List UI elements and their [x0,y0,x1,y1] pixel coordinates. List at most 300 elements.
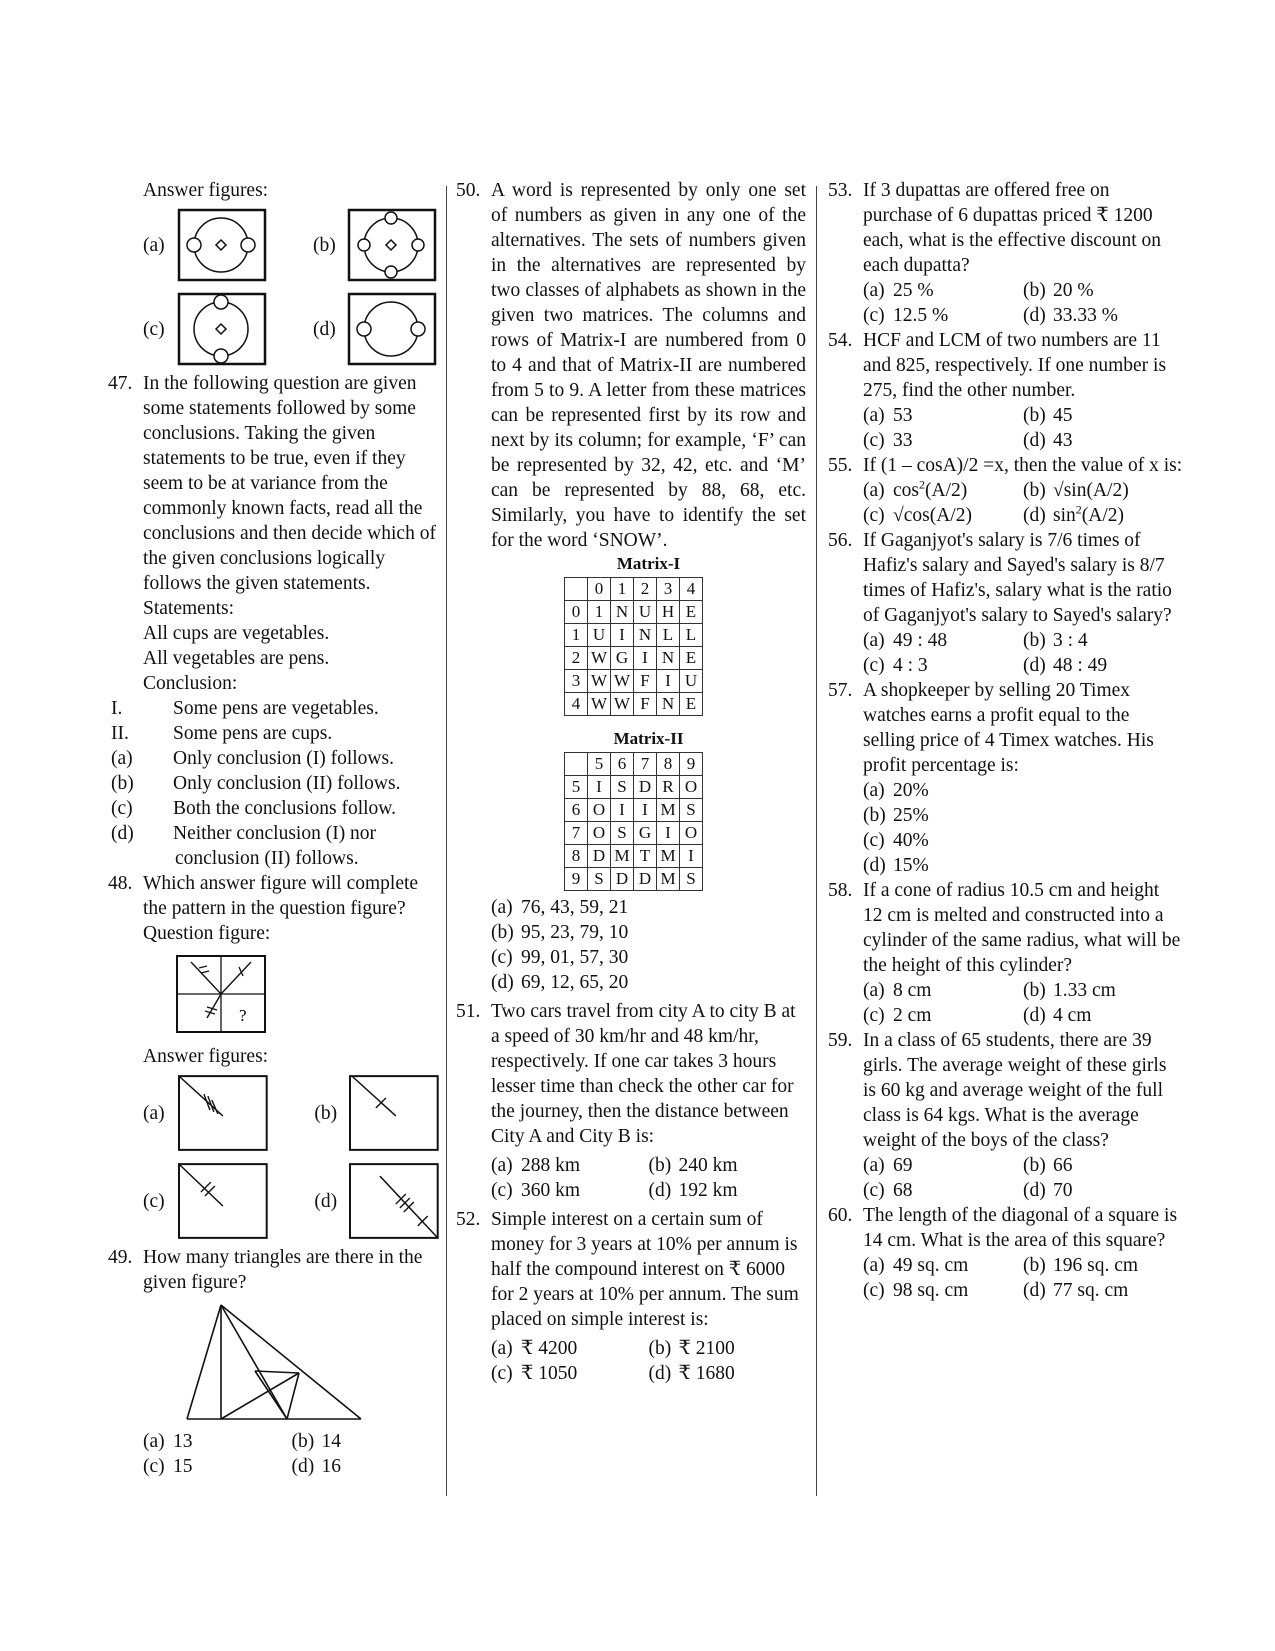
option-d[interactable] [1023,1003,1183,1028]
option-b[interactable] [649,1153,807,1178]
matrix-cell: 1 [588,601,611,624]
options-row [491,1153,806,1178]
option-b[interactable] [1023,403,1183,428]
option-label: (a) [143,234,165,256]
option-text: 16 [321,1456,341,1477]
option-text: cos [893,480,919,501]
options-row [863,1253,1183,1278]
matrix-cell: L [657,624,680,647]
option-text: 288 km [521,1155,581,1176]
matrix-cell: E [680,693,703,716]
options-row [863,403,1183,428]
option-label: (c) [111,798,133,819]
option-a[interactable] [863,778,1183,803]
matrix-cell: S [680,799,703,822]
matrix-row-header: 2 [565,647,588,670]
answer-figure-c [177,292,267,366]
option-label: (d) [1023,655,1046,676]
option-a[interactable] [863,478,1023,503]
question-number: 53. [828,180,853,201]
option-text: 33 [893,430,913,451]
options-row [863,628,1183,653]
option-text: 12.5 % [893,305,949,326]
option-label: (c) [863,830,885,851]
matrix-row [565,822,703,845]
matrix-cell: M [657,845,680,868]
option-a[interactable] [863,628,1023,653]
option-text: 66 [1053,1155,1073,1176]
question-text: A word is represented by only one set of numbers as given in any one of the alternatives. The sets of numbers given in the alternatives are represented by two classes of alphabets as shown in the given two matrices. The columns and rows of Matrix-I are numbered from 0 to 4 and that of Matrix-II are numbered from 5 to 9. A letter from these matrices can be represented first by its row and next by its column; for example, ‘F’ can be represented by 32, 42, etc. and ‘M’ can be represented by 88, 68, etc. Similarly, you have to identify the set for the word ‘SNOW’. [491,180,806,551]
option-label: (d) [313,318,336,340]
matrix-row [565,693,703,716]
option-d[interactable] [1023,503,1183,528]
option-a[interactable] [491,1336,649,1361]
matrix-2 [564,752,703,891]
matrix-row-header: 9 [565,868,588,891]
option-d[interactable] [292,1454,441,1479]
option-text: 49 : 48 [893,630,948,651]
option-c[interactable] [143,1454,292,1479]
matrix-row [565,799,703,822]
conclusion-number: II. [111,723,129,744]
question-figure-label: Question figure: [143,923,271,944]
question-text: In a class of 65 students, there are 39 girls. The average weight of these girls is 60 kg and average weight of the full class is 64 kgs. What is the average weight of the boys of the class? [863,1030,1167,1151]
question-57 [828,678,1183,878]
option-text: 43 [1053,430,1073,451]
matrix-cell: U [680,670,703,693]
statements-label: Statements: [143,598,234,619]
option-label: (b) [313,234,336,256]
option-text: 70 [1053,1180,1073,1201]
option-label: (a) [863,1255,885,1276]
question-text: The length of the diagonal of a square is 14 cm. What is the area of this square? [863,1205,1178,1251]
options-row [863,653,1183,678]
matrix-cell: I [611,799,634,822]
options-row [863,1278,1183,1303]
question-number: 56. [828,530,853,551]
question-number: 50. [456,180,481,201]
option-label: (d) [1023,430,1046,451]
option-label: (d) [1023,1005,1046,1026]
column-1 [108,178,440,1479]
option-a[interactable] [863,1153,1023,1178]
option-label: (b) [1023,480,1046,501]
option-text: 76, 43, 59, 21 [521,897,629,918]
option-label: (a) [491,897,513,918]
question-number: 48. [108,873,133,894]
question-46-answers [108,178,440,371]
matrix-row [565,845,703,868]
option-label: (a) [491,1155,513,1176]
option-d[interactable] [1023,1278,1183,1303]
matrix-cell: G [611,647,634,670]
option-c[interactable] [491,1361,649,1386]
option-text: 40% [893,830,929,851]
option-c[interactable] [111,796,440,821]
option-text: Neither conclusion (I) nor conclusion (II) follows. [173,823,377,869]
question-59 [828,1028,1183,1203]
option-text: 25 % [893,280,934,301]
options-row [863,1178,1183,1203]
options-row [491,1336,806,1361]
matrix-cell: R [657,776,680,799]
option-d[interactable] [649,1178,807,1203]
question-47 [108,371,440,871]
options-row [863,1153,1183,1178]
option-label: (b) [648,1338,672,1359]
options-row [863,428,1183,453]
matrix-row-header: 5 [565,776,588,799]
matrix-col-header: 7 [634,753,657,776]
option-d[interactable] [649,1361,807,1386]
option-label: (a) [491,1338,513,1359]
option-c[interactable] [863,1003,1023,1028]
question-number: 52. [456,1209,481,1230]
option-text: Only conclusion (I) follows. [173,748,394,769]
option-label: (a) [863,630,885,651]
statement: All cups are vegetables. [143,623,330,644]
option-b[interactable] [292,1429,441,1454]
matrix-col-header: 6 [611,753,634,776]
option-label: (a) [863,980,885,1001]
matrix-cell: I [680,845,703,868]
matrix-cell: S [611,822,634,845]
matrix-row-header: 7 [565,822,588,845]
option-text: 48 : 49 [1053,655,1108,676]
answer-figures-label: Answer figures: [143,1046,269,1067]
matrix-row-header: 0 [565,601,588,624]
matrix-cell: G [634,822,657,845]
conclusion-text: Some pens are cups. [173,723,333,744]
option-b[interactable] [1023,1253,1183,1278]
option-label: (c) [863,430,885,451]
options-row [143,1429,440,1454]
option-label: (c) [491,947,513,968]
matrix-cell: T [634,845,657,868]
option-text: sin [1053,505,1076,526]
option-c[interactable] [863,1178,1023,1203]
question-60 [828,1203,1183,1303]
matrix-cell: M [657,799,680,822]
matrix-col-header: 4 [680,578,703,601]
column-2 [456,178,806,1386]
matrix-corner [565,578,588,601]
option-label: (b) [111,773,134,794]
matrix-row [565,670,703,693]
question-52 [456,1207,806,1386]
option-label: (b) [1023,405,1046,426]
matrix-cell: W [611,670,634,693]
matrix-cell: N [634,624,657,647]
conclusion-text: Some pens are vegetables. [173,698,379,719]
option-label: (b) [314,1102,338,1124]
option-text: 53 [893,405,913,426]
option-a[interactable] [863,403,1023,428]
option-text: 3 : 4 [1053,630,1088,651]
option-label: (b) [291,1431,315,1452]
option-label: (c) [863,655,885,676]
matrix-cell: S [611,776,634,799]
matrix-row [565,868,703,891]
question-number: 58. [828,880,853,901]
option-label: (d) [1023,1280,1046,1301]
option-a[interactable] [491,1153,649,1178]
option-text: 69 [893,1155,913,1176]
matrix-header-row [565,578,703,601]
option-superscript: 2 [1075,502,1082,517]
option-label: (d) [1023,1180,1046,1201]
option-label: (b) [1023,1255,1046,1276]
option-text: 192 km [678,1180,738,1201]
option-b[interactable] [111,771,440,796]
matrix-cell: D [634,776,657,799]
figure-row [143,1157,440,1245]
option-superscript: 2 [919,477,925,492]
matrix-cell: O [588,822,611,845]
option-text: 14 [321,1431,341,1452]
matrix-cell: F [634,670,657,693]
matrix-cell: U [634,601,657,624]
options-row [863,1003,1183,1028]
conclusion-item [111,721,440,746]
matrix-row-header: 3 [565,670,588,693]
option-label: (c) [491,1363,513,1384]
question-text: A shopkeeper by selling 20 Timex watches earns a profit equal to the selling price of 4 Timex watches. His profit percentage is: [863,680,1154,776]
option-d[interactable] [863,853,1183,878]
question-48-answers [108,1069,440,1245]
option-text: ₹ 1680 [678,1363,735,1384]
matrix-cell: W [588,647,611,670]
matrix-cell: U [588,624,611,647]
option-d[interactable] [111,821,440,871]
option-label: (a) [111,748,133,769]
question-text: If (1 – cosA)/2 =x, then the value of x is: [863,455,1183,476]
column-divider-2 [816,186,817,1496]
question-text: If a cone of radius 10.5 cm and height 12 cm is melted and constructed into a cylinder of the same radius, what will be the height of this cylinder? [863,880,1181,976]
question-49 [108,1245,440,1479]
option-c[interactable] [863,303,1023,328]
option-c[interactable] [863,653,1023,678]
option-text: 68 [893,1180,913,1201]
option-d[interactable] [1023,1178,1183,1203]
question-56 [828,528,1183,678]
option-text: 196 sq. cm [1053,1255,1139,1276]
options-row [491,1178,806,1203]
option-a[interactable] [111,746,440,771]
option-text: 25% [893,805,929,826]
matrix-cell: I [588,776,611,799]
question-number: 57. [828,680,853,701]
option-label: (b) [863,805,886,826]
matrix-row-header: 6 [565,799,588,822]
matrix-cell: I [634,799,657,822]
question-text: HCF and LCM of two numbers are 11 and 825, respectively. If one number is 275, find the other number. [863,330,1167,401]
answer-figure-a [177,1074,269,1152]
matrix-row-header: 4 [565,693,588,716]
matrix-cell: O [680,776,703,799]
option-label: (d) [1023,305,1046,326]
option-c[interactable] [863,828,1183,853]
options-row [863,978,1183,1003]
question-mark: ? [239,1006,247,1025]
option-label: (c) [863,1005,885,1026]
option-b[interactable] [1023,478,1183,503]
matrix-col-header: 9 [680,753,703,776]
options-row [143,1454,440,1479]
option-b[interactable] [1023,628,1183,653]
option-a[interactable] [863,978,1023,1003]
option-label: (a) [863,780,885,801]
option-b[interactable] [491,920,806,945]
question-text: Simple interest on a certain sum of money for 3 years at 10% per annum is half the compound interest on ₹ 6000 for 2 years at 10% per annum. The sum placed on simple interest is: [491,1209,799,1330]
question-text: If Gaganjyot's salary is 7/6 times of Hafiz's salary and Sayed's salary is 8/7 times of Hafiz's, salary what is the ratio of Gaganjyot's salary to Sayed's salary? [863,530,1172,626]
option-a[interactable] [491,895,806,920]
matrix-cell: D [634,868,657,891]
matrix-cell: I [611,624,634,647]
matrix-cell: D [588,845,611,868]
options-row [863,303,1183,328]
option-d[interactable] [1023,303,1183,328]
option-label: (a) [863,1155,885,1176]
option-text: (A/2) [925,480,968,501]
option-c[interactable] [863,503,1023,528]
matrix-1 [564,577,703,716]
answer-figure-a [177,208,267,282]
option-label: (d) [314,1190,338,1212]
option-text: 15 [173,1456,193,1477]
matrix-header-row [565,753,703,776]
option-c[interactable] [491,945,806,970]
option-text: ₹ 2100 [678,1338,735,1359]
option-label: (c) [491,1180,513,1201]
option-d[interactable] [1023,653,1183,678]
matrix-col-header: 5 [588,753,611,776]
triangle-figure [143,1301,383,1425]
question-58 [828,878,1183,1028]
conclusion-label: Conclusion: [143,673,238,694]
answer-figure-c [177,1162,269,1240]
option-text: 77 sq. cm [1053,1280,1129,1301]
option-label: (b) [1023,280,1046,301]
option-text: 4 cm [1053,1005,1092,1026]
matrix-cell: D [611,868,634,891]
question-number: 59. [828,1030,853,1051]
matrix-cell: F [634,693,657,716]
option-b[interactable] [863,803,1183,828]
option-text: (A/2) [1081,505,1125,526]
option-text: 99, 01, 57, 30 [521,947,629,968]
option-text: 1.33 cm [1053,980,1116,1001]
matrix-cell: M [611,845,634,868]
option-b[interactable] [1023,1153,1183,1178]
option-text: 360 km [521,1180,581,1201]
option-text: 240 km [678,1155,738,1176]
matrix-cell: W [588,670,611,693]
matrix-cell: M [657,868,680,891]
options-row [863,278,1183,303]
matrix-cell: N [657,647,680,670]
option-text: 4 : 3 [893,655,928,676]
option-label: (c) [863,505,885,526]
option-label: (c) [863,1280,885,1301]
option-label: (d) [1023,505,1046,526]
option-c[interactable] [863,1278,1023,1303]
matrix-row-header: 8 [565,845,588,868]
question-number: 47. [108,373,133,394]
option-label: (a) [863,480,885,501]
matrix-cell: L [680,624,703,647]
option-label: (d) [111,823,134,844]
figure-row [143,203,440,287]
option-label: (b) [648,1155,672,1176]
matrix-col-header: 2 [634,578,657,601]
option-label: (b) [1023,630,1046,651]
option-d[interactable] [1023,428,1183,453]
option-c[interactable] [863,428,1023,453]
option-a[interactable] [143,1429,292,1454]
matrix-2-title: Matrix-II [613,729,684,748]
options-row [863,478,1183,503]
matrix-corner [565,753,588,776]
matrix-row [565,776,703,799]
question-number: 54. [828,330,853,351]
matrix-row [565,601,703,624]
matrix-cell: S [680,868,703,891]
question-51 [456,999,806,1203]
option-label: (a) [143,1431,165,1452]
option-label: (b) [1023,980,1046,1001]
option-b[interactable] [1023,278,1183,303]
option-text: 20 % [1053,280,1094,301]
question-text: In the following question are given some statements followed by some conclusions. Taking the given statements to be true, even if they seem to be at variance from the commonly known facts, read all the conclusions and then decide which of the given conclusions logically follows the given statements. [143,373,436,594]
option-b[interactable] [649,1336,807,1361]
option-a[interactable] [863,278,1023,303]
option-text: √cos(A/2) [893,505,972,526]
option-d[interactable] [491,970,806,995]
matrix-cell: I [657,822,680,845]
option-label: (c) [143,1190,165,1212]
option-text: 8 cm [893,980,932,1001]
column-3 [828,178,1183,1303]
matrix-cell: N [657,693,680,716]
answer-figure-d [347,292,437,366]
option-text: ₹ 4200 [521,1338,578,1359]
answer-figure-d [348,1162,440,1240]
matrix-cell: O [680,822,703,845]
option-text: 13 [173,1431,193,1452]
question-number: 51. [456,1001,481,1022]
option-b[interactable] [1023,978,1183,1003]
option-c[interactable] [491,1178,649,1203]
matrix-row [565,624,703,647]
matrix-col-header: 1 [611,578,634,601]
option-a[interactable] [863,1253,1023,1278]
question-48 [108,871,440,1069]
matrix-cell: E [680,647,703,670]
option-text: 33.33 % [1053,305,1118,326]
option-label: (a) [863,405,885,426]
question-54 [828,328,1183,453]
option-label: (c) [143,1456,165,1477]
question-text: Two cars travel from city A to city B at a speed of 30 km/hr and 48 km/hr, respectively. If one car takes 3 hours lesser time than check the other car for the journey, then the distance between City A and City B is: [491,1001,796,1147]
option-label: (d) [648,1180,672,1201]
matrix-cell: H [657,601,680,624]
option-label: (b) [1023,1155,1046,1176]
option-label: (c) [863,1180,885,1201]
question-text: How many triangles are there in the given figure? [143,1247,423,1293]
option-text: 2 cm [893,1005,932,1026]
option-label: (c) [143,318,165,340]
